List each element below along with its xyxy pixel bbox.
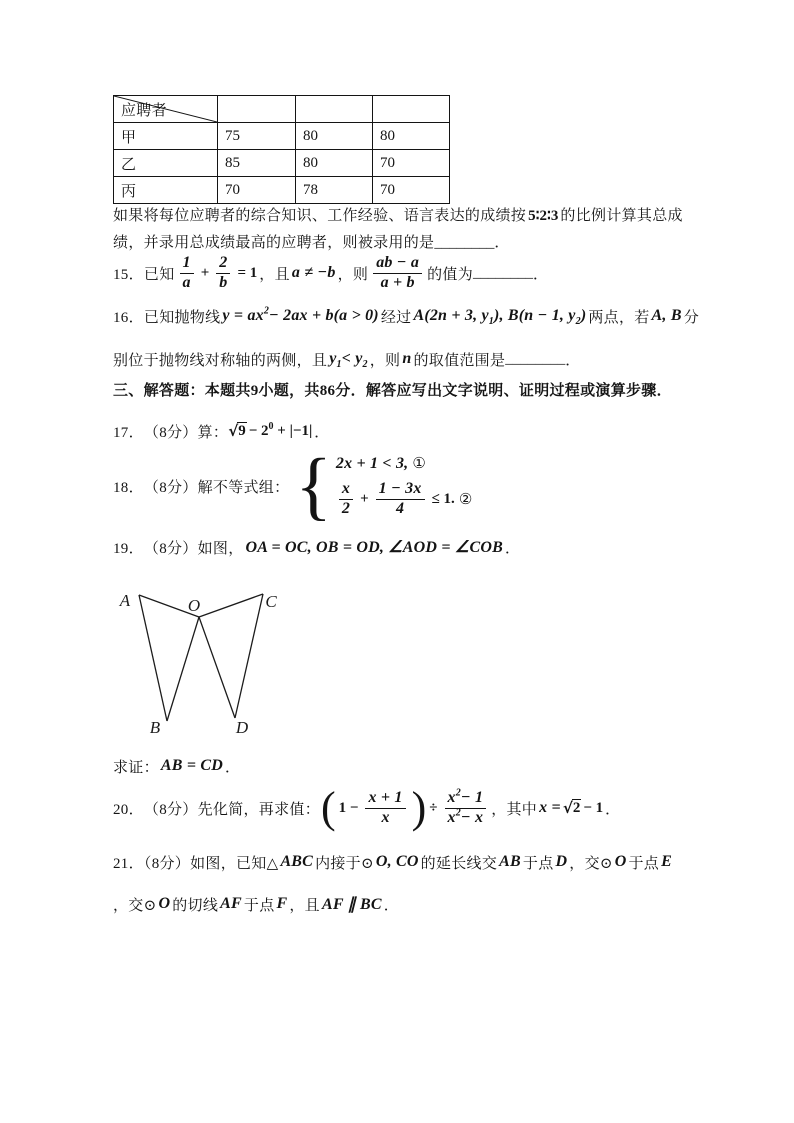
variable-n: n xyxy=(402,350,412,367)
q20-text: ，其中 xyxy=(491,801,538,818)
table-header-cell xyxy=(373,96,450,123)
q15-text: ，则 xyxy=(337,266,369,283)
divide-sign: ÷ xyxy=(429,799,438,816)
q15-text: 的值为 xyxy=(427,266,474,283)
row-label: 乙 xyxy=(114,150,218,177)
q21-text: 的切线 xyxy=(172,897,219,914)
parabola-equation: $y = ax^2- 2ax + b(a > 0)$ xyxy=(222,305,379,324)
butterfly-figure xyxy=(95,579,305,744)
table-header-cell xyxy=(296,96,373,123)
q15-end: ． xyxy=(533,266,549,283)
q21-math: AF ∥ BC xyxy=(321,896,382,913)
q21-text: 的延长线交 xyxy=(420,855,498,872)
fraction-2-over-b: $\frac{2}{b}$ xyxy=(214,254,232,292)
inequality-2 xyxy=(334,480,472,518)
q21-line-1 xyxy=(113,849,723,875)
left-paren: ( xyxy=(321,783,336,832)
q20-label: 先化简，再求值： xyxy=(197,801,321,818)
table-row xyxy=(114,123,450,150)
fraction-x2-minus-1-over-x2-minus-x: $\frac{x^2- 1}{x^2- x}$ xyxy=(443,789,489,827)
q21-math: AB xyxy=(499,853,521,870)
q21-math: E xyxy=(661,853,672,870)
one-minus: 1 − xyxy=(338,799,359,816)
row-label: 丙 xyxy=(114,177,218,204)
q21-text: ，且 xyxy=(289,897,320,914)
table-cell: 75 xyxy=(218,123,296,150)
question-number: 15． xyxy=(113,266,144,283)
table-cell: 85 xyxy=(218,150,296,177)
q19-text: 如图， xyxy=(197,540,244,557)
score-label: （8分） xyxy=(143,540,198,557)
table-header-label: 应聘者 xyxy=(121,102,167,119)
q17-expression: − $2^0 + |-1|$ xyxy=(248,420,313,439)
proof-label: 求证： xyxy=(113,759,159,776)
section-3-header: 三、解答题：本题共9小题，共86分．解答应写出文字说明、证明过程或演算步骤． xyxy=(113,383,672,399)
circled-1: ① xyxy=(412,456,426,473)
q16-text: ，则 xyxy=(369,352,401,369)
q16-text: 别位于抛物线对称轴的两侧，且 xyxy=(113,352,328,369)
q20-end: ． xyxy=(605,801,621,818)
fraction-1-minus-3x-over-4: $\frac{1 - 3x}{4}$ xyxy=(374,480,427,518)
plus-sign: + xyxy=(200,264,210,281)
circled-2: ② xyxy=(458,491,473,508)
q14-text: 的比例计算其总成绩 xyxy=(113,208,683,251)
q19-end: ． xyxy=(504,540,521,557)
q21-math: O, CO xyxy=(375,853,419,870)
point-label-O: O xyxy=(187,596,201,615)
answer-blank: ________ xyxy=(505,350,566,367)
q21-math: F xyxy=(276,895,288,912)
q21-text: 内接于⊙ xyxy=(315,855,374,872)
q16-text: 已知抛物线 xyxy=(143,309,221,326)
q21-math: O xyxy=(614,853,627,870)
proof-claim: AB = CD xyxy=(160,757,223,774)
score-label: （8分） xyxy=(143,479,198,496)
inequality-1: 2x + 1 < 3, ① xyxy=(335,454,426,473)
fraction-x-over-2: $\frac{x}{2}$ xyxy=(337,480,355,518)
q18-label: 解不等式组： xyxy=(197,479,290,496)
plus-sign: + xyxy=(360,490,369,507)
q14-ratio: 5∶2∶3 xyxy=(528,208,559,224)
q16-line-1 xyxy=(113,296,713,336)
q21-math: D xyxy=(555,853,568,870)
q15-text: ，且 xyxy=(259,266,290,283)
q17-end: ． xyxy=(314,424,330,441)
q21-line-2 xyxy=(113,891,723,917)
table-cell: 70 xyxy=(373,150,450,177)
q21-text: 于点 xyxy=(522,855,554,872)
question-18 xyxy=(113,444,473,528)
minus-one: − 1 xyxy=(583,799,604,816)
table-header-cell xyxy=(218,96,296,123)
question-16 xyxy=(113,296,713,376)
table-cell: 80 xyxy=(373,123,450,150)
q14-end: ． xyxy=(494,235,510,251)
question-19 xyxy=(113,534,520,560)
question-17 xyxy=(113,416,330,446)
q21-text: 于点 xyxy=(243,897,275,914)
q21-math: ABC xyxy=(280,853,314,870)
table-cell: 70 xyxy=(373,177,450,204)
q19-givens: OA = OC, OB = OD, ∠AOD = ∠COB xyxy=(245,539,503,556)
table-header-diagonal-cell xyxy=(114,96,218,123)
table-row xyxy=(114,150,450,177)
table-cell: 78 xyxy=(296,177,373,204)
fraction-1-over-a: $\frac{1}{a}$ xyxy=(178,254,196,292)
fraction-x-plus-1-over-x: $\frac{x + 1}{x}$ xyxy=(363,789,407,827)
q16-text: 经过 xyxy=(380,309,412,326)
point-label-D: D xyxy=(235,718,249,737)
radicand-2: 2 xyxy=(572,800,581,816)
point-label-A: A xyxy=(119,591,131,610)
q16-AB: A, B xyxy=(651,307,682,324)
answer-blank: ________ xyxy=(434,235,495,251)
proof-end: ． xyxy=(225,759,241,776)
q16-text: 两点，若 xyxy=(588,309,650,326)
q15-text: 已知 xyxy=(143,266,175,283)
q16-end: ． xyxy=(565,352,581,369)
question-15 xyxy=(113,249,548,297)
q17-label: 算： xyxy=(197,424,229,441)
radicand-9: 9 xyxy=(238,423,246,439)
q21-text: ，交⊙ xyxy=(569,855,613,872)
points-A-B: A(2n + 3, $y_1$), B(n − 1, $y_2$) xyxy=(413,307,587,328)
equals-one: = 1 xyxy=(237,264,258,281)
score-table xyxy=(113,95,450,204)
question-number: 20． xyxy=(113,801,144,818)
q21-text: ． xyxy=(383,897,400,914)
q16-text: 分 xyxy=(683,309,700,326)
score-label: （8分） xyxy=(143,424,198,441)
answer-blank: ________ xyxy=(473,264,534,281)
sqrt-icon: √ xyxy=(562,799,573,817)
question-number: 18． xyxy=(113,479,144,496)
right-paren: ) xyxy=(411,783,427,832)
question-21 xyxy=(113,849,723,917)
q21-text: ，交⊙ xyxy=(113,897,157,914)
q14-text: 如果将每位应聘者的综合知识、工作经验、语言表达的成绩按 xyxy=(113,208,527,224)
table-cell: 80 xyxy=(296,150,373,177)
sqrt-icon: √ xyxy=(228,422,239,440)
q16-text: 的取值范围是 xyxy=(413,352,506,369)
table-header-row xyxy=(114,96,450,123)
left-brace: { xyxy=(295,444,332,528)
question-20 xyxy=(113,780,620,836)
x-equals: x = xyxy=(539,799,561,816)
score-label: （8分） xyxy=(143,801,198,818)
q21-math: O xyxy=(158,895,171,912)
proof-statement xyxy=(113,753,240,779)
leq-one: ≤ 1. xyxy=(431,490,455,507)
q14-text: ，并录用总成绩最高的应聘者，则被录用的是 xyxy=(128,235,435,251)
q21-text: 21．（8分）如图，已知△ xyxy=(113,855,279,872)
point-label-B: B xyxy=(149,718,161,737)
table-cell: 70 xyxy=(218,177,296,204)
q21-math: AF xyxy=(220,895,242,912)
q16-line-2 xyxy=(113,342,713,376)
inequality-system xyxy=(334,454,472,518)
y1-less-than-y2: $y_1< y_2$ xyxy=(329,350,368,371)
table-cell: 80 xyxy=(296,123,373,150)
point-label-C: C xyxy=(265,592,277,611)
figure-19 xyxy=(95,579,305,749)
fraction-ab-minus-a-over-a-plus-b: $\frac{ab - a}{a + b}$ xyxy=(371,254,424,292)
question-number: 17． xyxy=(113,424,144,441)
table-row xyxy=(114,177,450,204)
q15-condition: a ≠ −b xyxy=(291,264,336,281)
question-number: 19． xyxy=(113,540,144,557)
score-table-wrap xyxy=(113,95,450,204)
question-number: 16． xyxy=(113,309,144,326)
row-label: 甲 xyxy=(114,123,218,150)
q21-text: 于点 xyxy=(628,855,660,872)
